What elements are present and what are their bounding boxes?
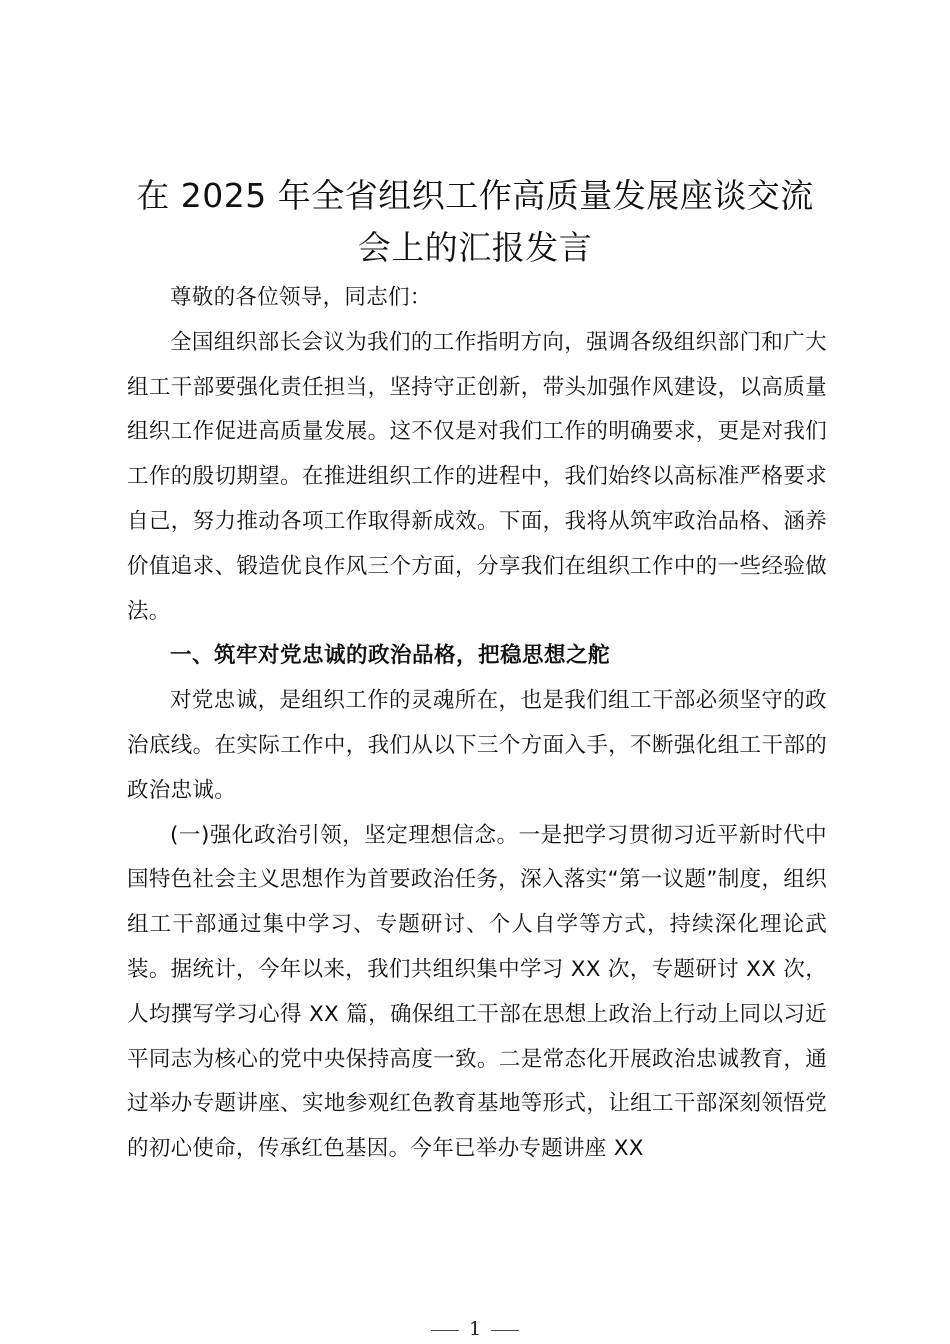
document-body <box>127 276 827 1172</box>
intro-paragraph: 全国组织部长会议为我们的工作指明方向，强调各级组织部门和广大组工干部要强化责任担当，坚持守正创新，带头加强作风建设，以高质量组织工作促进高质量发展。这不仅是对我们工作的明确要求，更是对我们工作的殷切期望。在推进组织工作的进程中，我们始终以高标准严格要求自己，努力推动各项工作取得新成效。下面，我将从筑牢政治品格、涵养价值追求、锻造优良作风三个方面，分享我们在组织工作中的一些经验做法。 <box>127 329 827 624</box>
section-1-paragraph: 对党忠诚，是组织工作的灵魂所在，也是我们组工干部必须坚守的政治底线。在实际工作中，我们从以下三个方面入手，不断强化组工干部的政治忠诚。 <box>127 688 827 803</box>
title-line-1: 在 2025 年全省组织工作高质量发展座谈交流 <box>136 176 814 215</box>
title-line-2: 会上的汇报发言 <box>357 228 593 267</box>
page-footer <box>0 1318 950 1340</box>
document-title <box>0 170 950 274</box>
subsection-1-paragraph: (一)强化政治引领，坚定理想信念。一是把学习贯彻习近平新时代中国特色社会主义思想作为首要政治任务，深入落实“第一议题”制度，组织组工干部通过集中学习、专题研讨、个人自学等方式，持续深化理论武装。据统计，今年以来，我们共组织集中学习 XX 次，专题研讨 XX 次，人均撰写学习心得 XX 篇，确保组工干部在思想上政治上行动上同以习近平同志为核心的党中央保持高度一致。二是常态化开展政治忠诚教育，通过举办专题讲座、实地参观红色教育基地等形式，让组工干部深刻领悟党的初心使命，传承红色基因。今年已举办专题讲座 XX <box>127 822 827 1162</box>
page-number: 1 <box>468 1318 482 1340</box>
section-1-heading: 一、筑牢对党忠诚的政治品格，把稳思想之舵 <box>170 643 611 669</box>
salutation: 尊敬的各位领导，同志们： <box>170 285 432 310</box>
footer-dash-right <box>491 1330 519 1331</box>
footer-dash-left <box>431 1330 459 1331</box>
